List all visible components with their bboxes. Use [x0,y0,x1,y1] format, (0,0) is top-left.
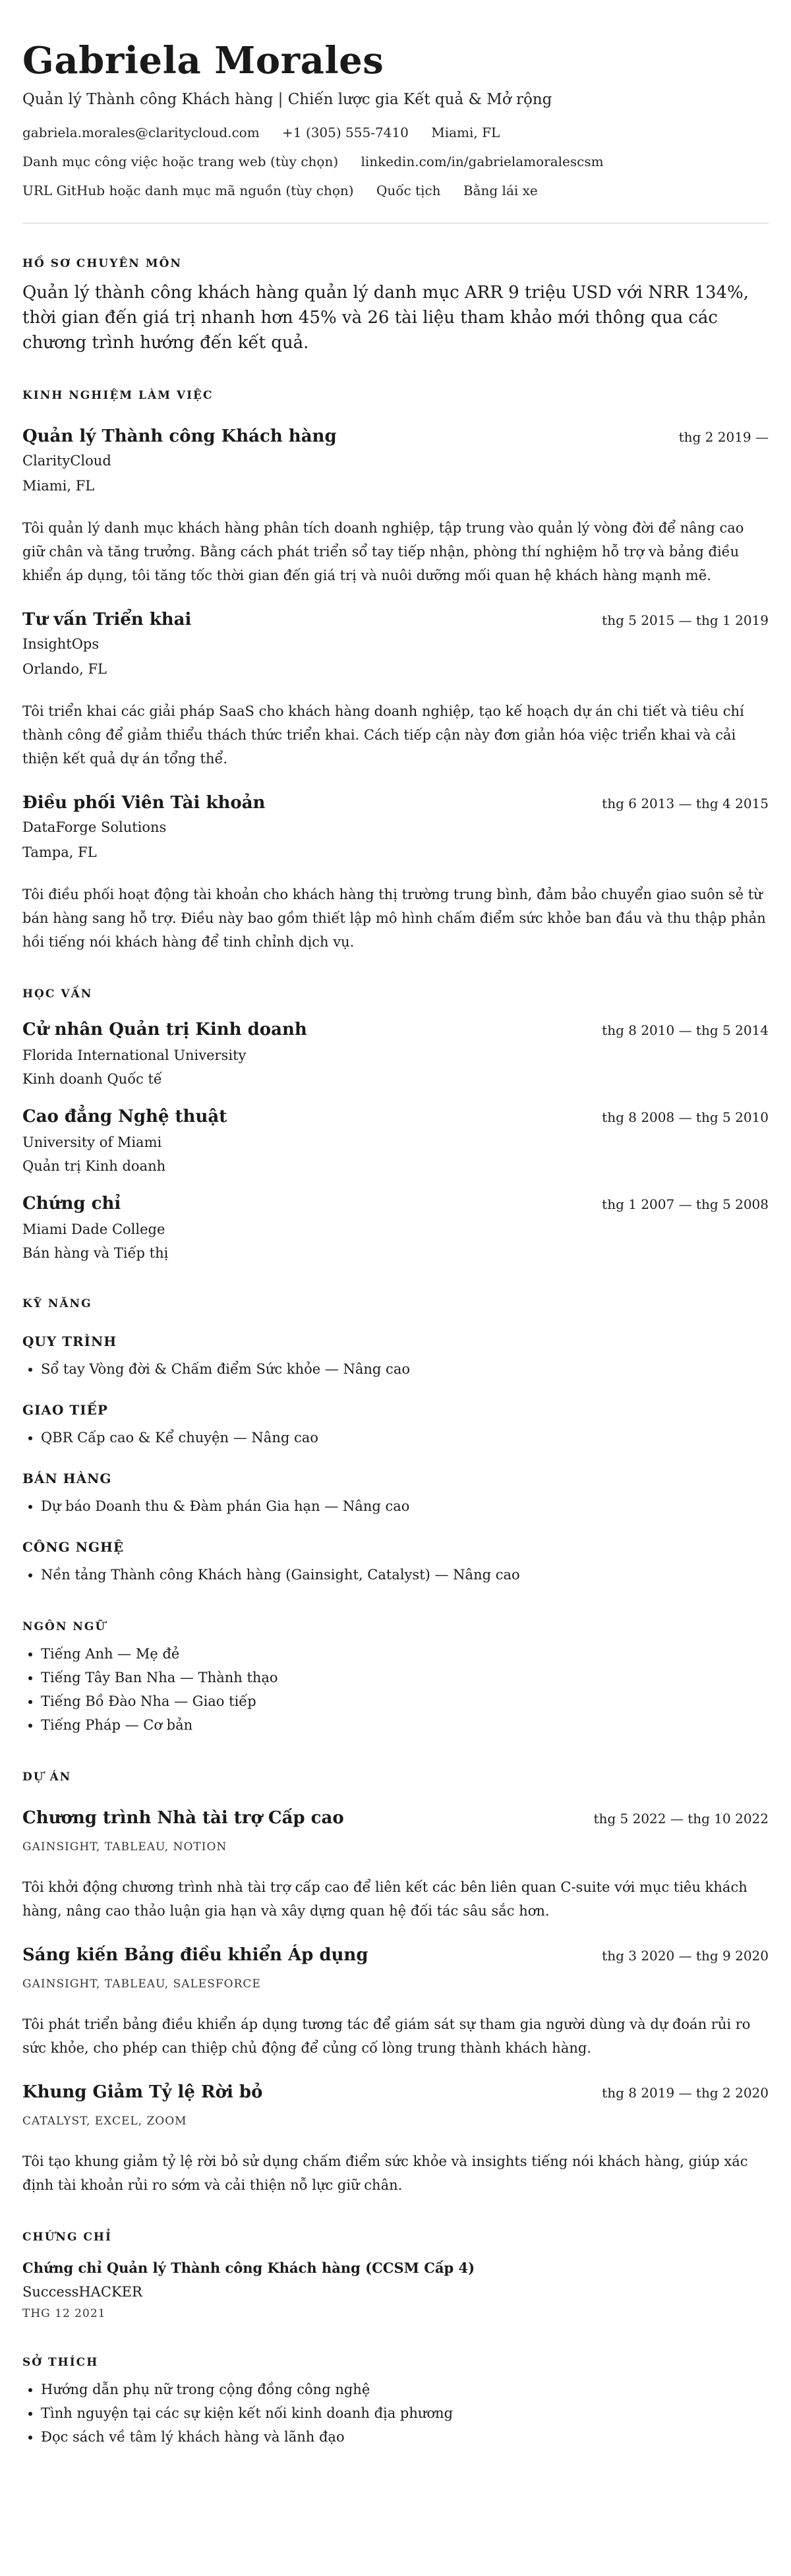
interests-section [22,2354,769,2449]
field-of-study: Quản trị Kinh doanh [22,1158,166,1174]
school-name: Miami Dade College [22,1221,165,1237]
job-date: thg 6 2013 — thg 4 2015 [602,796,769,811]
contact-row-1 [22,123,769,142]
job-title: Điều phối Viên Tài khoản [22,793,266,813]
section-heading-summary: HỒ SƠ CHUYÊN MÔN [22,257,182,270]
interest-item: • Tình nguyện tại các sự kiện kết nối kinh doanh địa phương [41,2401,769,2425]
certification-title: Chứng chỉ Quản lý Thành công Khách hàng (CCSM Cấp 4) [22,2260,475,2276]
project-title: Sáng kiến Bảng điều khiển Áp dụng [22,1945,368,1965]
certification-issuer: SuccessHACKER [22,2284,142,2300]
language-item: • Tiếng Bồ Đào Nha — Giao tiếp [41,1689,769,1713]
contact-linkedin[interactable]: linkedin.com/in/gabrielamoralescsm [361,154,604,169]
school-name: University of Miami [22,1134,162,1150]
education-section [22,985,769,1264]
candidate-name: Gabriela Morales [22,39,384,82]
project-description: Tôi tạo khung giảm tỷ lệ rời bỏ sử dụng chấm điểm sức khỏe và insights tiếng nói khách hàng, giúp xác định tài khoản rủi ro sớm và cải thiện nỗ lực giữ chân. [22,2153,748,2193]
contact-email[interactable]: gabriela.morales@claritycloud.com [22,125,260,140]
skill-category: BÁN HÀNG [22,1471,112,1486]
job-location: Tampa, FL [22,844,97,860]
skill-category: QUY TRÌNH [22,1333,117,1349]
language-item: • Tiếng Tây Ban Nha — Thành thạo [41,1666,769,1689]
project-title: Khung Giảm Tỷ lệ Rời bỏ [22,2082,263,2102]
contact-row-3 [22,181,769,200]
section-heading-projects: DỰ ÁN [22,1771,72,1784]
job-location: Orlando, FL [22,661,107,677]
education-item [22,1104,769,1177]
job-description: Tôi triển khai các giải pháp SaaS cho khách hàng doanh nghiệp, tạo kế hoạch dự án chi tiết và tiêu chí thành công để giảm thiểu thách thức triển khai. Cách tiếp cận này đơn giản hóa việc triển khai và cải thiện kết quả dự án tổng thể. [22,703,744,767]
job-title: Tư vấn Triển khai [22,610,192,629]
job-company: DataForge Solutions [22,819,167,835]
skill-category: GIAO TIẾP [22,1402,108,1418]
skill-list [22,1357,769,1381]
projects-section [22,1769,769,2197]
resume-header [22,34,769,200]
degree-title: Cử nhân Quản trị Kinh doanh [22,1020,307,1039]
skill-list [22,1494,769,1518]
interest-item: • Đọc sách về tâm lý khách hàng và lãnh đạo [41,2425,769,2449]
section-heading-interests: SỞ THÍCH [22,2356,99,2369]
project-item [22,2080,769,2197]
job-date: thg 5 2015 — thg 1 2019 [602,612,769,628]
experience-item [22,790,769,954]
job-description: Tôi điều phối hoạt động tài khoản cho khách hàng thị trường trung bình, đảm bảo chuyển giao suôn sẻ từ bán hàng sang hỗ trợ. Điều này bao gồm thiết lập mô hình chấm điểm sức khỏe ban đầu và thu thập phản hồi tiếng nói khách hàng để tinh chỉnh dịch vụ. [22,887,766,950]
job-company: ClarityCloud [22,453,111,469]
project-description: Tôi khởi động chương trình nhà tài trợ cấp cao để liên kết các bên liên quan C-suite với mục tiêu khách hàng, nâng cao thảo luận gia hạn và xây dựng quan hệ đối tác sâu sắc hơn. [22,1879,747,1919]
project-tech: CATALYST, EXCEL, ZOOM [22,2115,187,2128]
degree-title: Chứng chỉ [22,1194,121,1214]
skill-list [22,1563,769,1587]
contact-nationality: Quốc tịch [376,183,441,198]
section-heading-experience: KINH NGHIỆM LÀM VIỆC [22,389,214,402]
experience-item [22,424,769,587]
certification-date: THG 12 2021 [22,2307,106,2320]
language-item: • Tiếng Anh — Mẹ đẻ [41,1642,769,1666]
job-company: InsightOps [22,636,100,652]
contact-row-2 [22,152,769,171]
education-item [22,1017,769,1090]
contact-license: Bằng lái xe [463,183,538,198]
section-heading-education: HỌC VẤN [22,987,93,1001]
contact-portfolio[interactable]: Danh mục công việc hoặc trang web (tùy chọn) [22,154,339,169]
language-list [22,1642,769,1737]
certifications-section [22,2229,769,2322]
project-tech: GAINSIGHT, TABLEAU, SALESFORCE [22,1977,261,1991]
field-of-study: Kinh doanh Quốc tế [22,1071,162,1087]
section-heading-certifications: CHỨNG CHỈ [22,2231,112,2244]
project-description: Tôi phát triển bảng điều khiển áp dụng tương tác để giám sát sự tham gia người dùng và dự đoán rủi ro sức khỏe, cho phép can thiệp chủ động để củng cố lòng trung thành khách hàng. [22,2016,751,2056]
job-description: Tôi quản lý danh mục khách hàng phân tích doanh nghiệp, tập trung vào quản lý vòng đời để nâng cao giữ chân và tăng trưởng. Bằng cách phát triển sổ tay tiếp nhận, phòng thí nghiệm hỗ trợ và bảng điều khiển áp dụng, tôi tăng tốc thời gian đến giá trị và nuôi dưỡng mối quan hệ khách hàng mạnh mẽ. [22,520,744,583]
skill-item: • Sổ tay Vòng đời & Chấm điểm Sức khỏe — Nâng cao [41,1357,769,1381]
job-title: Quản lý Thành công Khách hàng [22,426,337,446]
job-location: Miami, FL [22,478,95,494]
skill-item: • QBR Cấp cao & Kể chuyện — Nâng cao [41,1426,769,1449]
education-item [22,1191,769,1264]
languages-section [22,1618,769,1737]
skills-section [22,1295,769,1587]
language-item: • Tiếng Pháp — Cơ bản [41,1713,769,1737]
interest-list [22,2378,769,2449]
section-heading-languages: NGÔN NGỮ [22,1620,107,1633]
experience-item [22,607,769,771]
school-name: Florida International University [22,1047,247,1063]
summary-section [22,255,769,355]
contact-location: Miami, FL [431,125,500,140]
project-tech: GAINSIGHT, TABLEAU, NOTION [22,1840,227,1854]
skill-category: CÔNG NGHỆ [22,1539,125,1555]
skill-item: • Nền tảng Thành công Khách hàng (Gainsight, Catalyst) — Nâng cao [41,1563,769,1587]
education-date: thg 8 2010 — thg 5 2014 [602,1022,769,1038]
project-date: thg 5 2022 — thg 10 2022 [593,1811,769,1827]
field-of-study: Bán hàng và Tiếp thị [22,1245,169,1261]
contact-github[interactable]: URL GitHub hoặc danh mục mã nguồn (tùy chọn) [22,183,354,198]
skill-list [22,1426,769,1449]
job-date: thg 2 2019 — [678,429,769,445]
skill-item: • Dự báo Doanh thu & Đàm phán Gia hạn — Nâng cao [41,1494,769,1518]
section-heading-skills: KỸ NĂNG [22,1297,92,1310]
project-item [22,1943,769,2060]
project-date: thg 3 2020 — thg 9 2020 [602,1948,769,1964]
interest-item: • Hướng dẫn phụ nữ trong cộng đồng công nghệ [41,2378,769,2401]
project-title: Chương trình Nhà tài trợ Cấp cao [22,1808,344,1828]
project-item [22,1805,769,1923]
resume [22,0,769,2449]
candidate-headline: Quản lý Thành công Khách hàng | Chiến lược gia Kết quả & Mở rộng [22,91,552,108]
education-date: thg 1 2007 — thg 5 2008 [602,1196,769,1212]
experience-section [22,387,769,954]
education-date: thg 8 2008 — thg 5 2010 [602,1109,769,1125]
project-date: thg 8 2019 — thg 2 2020 [602,2085,769,2101]
summary-text: Quản lý thành công khách hàng quản lý danh mục ARR 9 triệu USD với NRR 134%, thời gian đến giá trị nhanh hơn 45% và 26 tài liệu tham khảo mới thông qua các chương trình hướng đến kết quả. [22,283,749,353]
contact-phone[interactable]: +1 (305) 555-7410 [282,125,409,140]
degree-title: Cao đẳng Nghệ thuật [22,1107,227,1127]
